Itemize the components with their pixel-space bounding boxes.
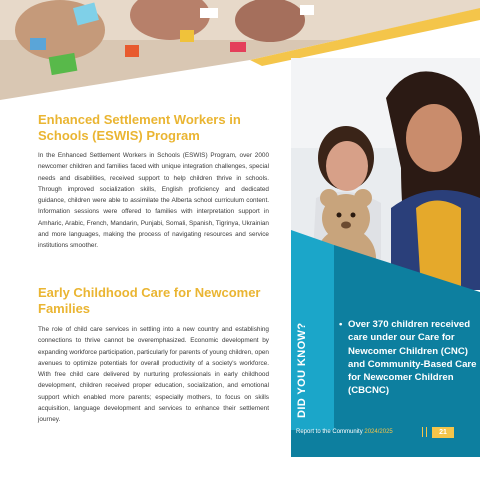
fact-text: Over 370 children received care under our Care for Newcomer Children (CNC) and Community-Based Care for Newcomer Children (CBCNC) — [348, 319, 477, 397]
fact-callout — [339, 318, 479, 398]
section-body-childcare: The role of child care services in settling into a new country and establishing connections to thrive cannot be overemphasized. Economic development by expanding workforce participation, particularly for parents of young children, open avenues to optimize potentials for overall productivity of a society's workforce. With free child care delivered by nurturing professionals in early childhood development, children received proper education, socialization, and emotional support which enabled more parents; especially mothers, to focus on skills acquisition, language development and services to enhance their settlement journey. — [38, 326, 269, 424]
section-heading-childcare: Early Childhood Care for Newcomer Families — [38, 285, 261, 316]
footer-year: 2024/2025 — [364, 429, 393, 435]
section-body-eswis: In the Enhanced Settlement Workers in Schools (ESWIS) Program, over 2000 newcomer children and families faced with unique integration challenges, special needs and disabilities, received support to help children thrive in schools. Through improved socialization skills, English proficiency and dedicated guidance, children were able to assimilate the Alberta school curriculum content. Information sessions were offered to families with interpretation support in Amharic, Arabic, French, Mandarin, Punjabi, Somali, Spanish, Tigrinya, Ukrainian and more languages, making the process of navigating resources and service institutions smoother. — [38, 152, 269, 250]
footer-divider — [422, 427, 427, 437]
bullet-glyph: • — [339, 319, 343, 330]
footer-label: Report to the Community — [296, 429, 363, 435]
section-heading-eswis: Enhanced Settlement Workers in Schools (ESWIS) Program — [38, 112, 241, 143]
did-you-know-label: DID YOU KNOW? — [296, 322, 308, 418]
page-number: 21 — [432, 427, 454, 438]
